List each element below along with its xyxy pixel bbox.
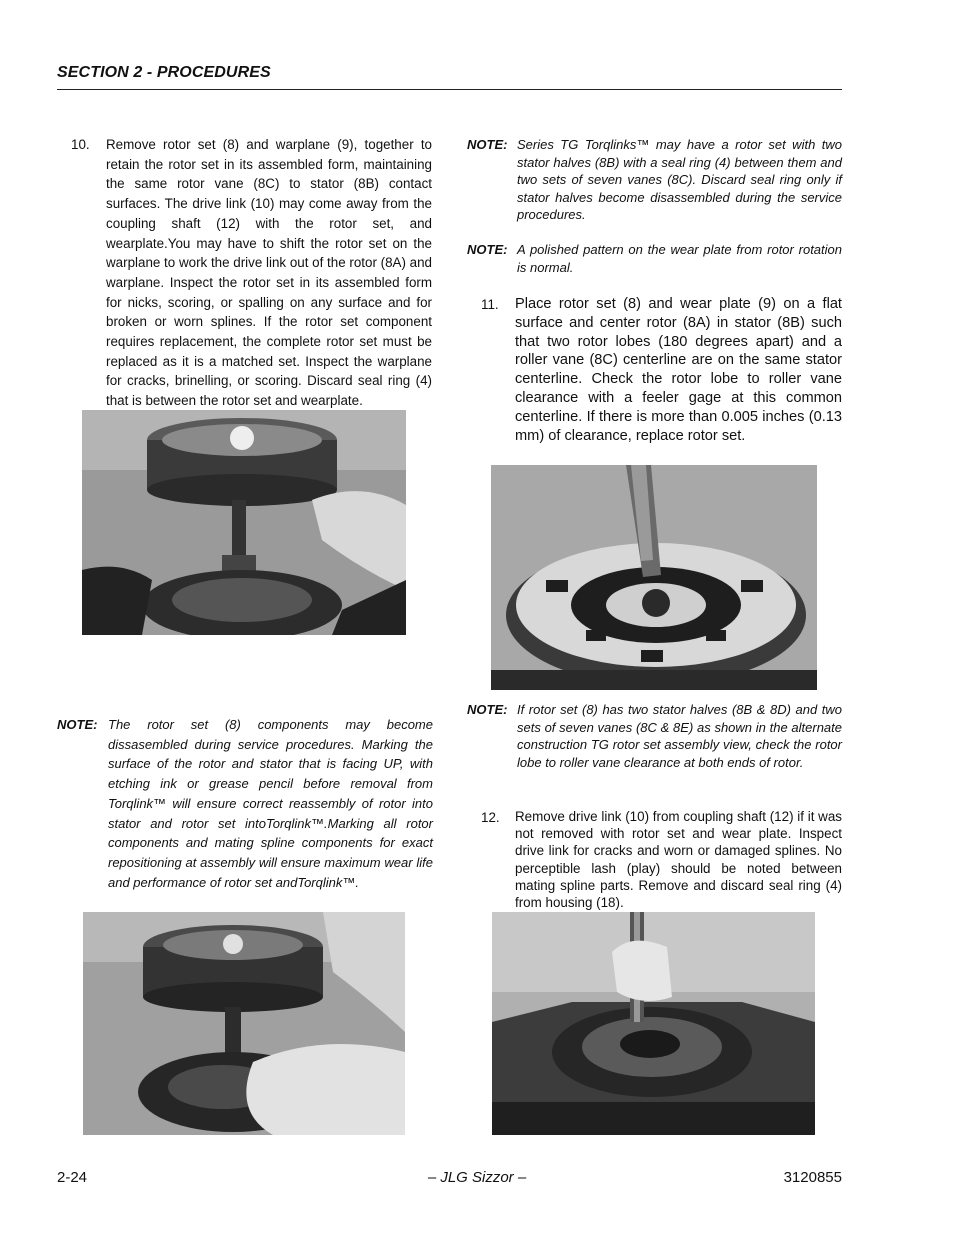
step-12-text: Remove drive link (10) from coupling shaft (12) if it was not removed with rotor set and wear plate. Inspect drive link for cracks and worn or damaged splines. No perceptible lash (play) should be noted between mating spline parts. Remove and discard seal ring (4) from housing (18). bbox=[515, 809, 842, 911]
page-number: 2-24 bbox=[57, 1169, 88, 1186]
note-label-right-2: NOTE: bbox=[467, 242, 508, 257]
rotor-remove-photo bbox=[83, 912, 405, 1135]
note-label-left: NOTE: bbox=[57, 717, 98, 732]
header-rule bbox=[57, 89, 842, 90]
footer-title: – JLG Sizzor – bbox=[427, 1169, 527, 1186]
step-11-number: 11. bbox=[481, 297, 499, 312]
feeler-gage-photo bbox=[491, 465, 817, 690]
step-11-text: Place rotor set (8) and wear plate (9) on a flat surface and center rotor (8A) in stator (8B) such that two rotor lobes (180 degrees apart) and a roller vane (8C) centerline are on the same stator centerline. Check the rotor lobe to roller vane clearance with a feeler gage at this common centerline. If there is more than 0.005 inches (0.13 mm) of clearance, replace rotor set. bbox=[515, 296, 842, 444]
step-10-number: 10. bbox=[71, 137, 90, 152]
step-12-number: 12. bbox=[481, 810, 500, 825]
step-10-text: Remove rotor set (8) and warplane (9), together to retain the rotor set in its assembled form, maintaining the same rotor vane (8C) to stator (8B) contact surfaces. The drive link (10) may come away from the coupling shaft (12) with the rotor set, and wearplate.You may have to shift the rotor set on the warplane to work the drive link out of the rotor (8A) and warplane. Inspect the rotor set in its assembled form for nicks, scoring, or spalling on any surface and for broken or worn splines. If the rotor set component requires replacement, the complete rotor set must be replaced as it is a matched set. Inspect the warplane for cracks, brinelling, or scoring. Discard seal ring (4) that is between the rotor set and wearplate. bbox=[106, 137, 433, 409]
note-text-left: The rotor set (8) components may become dissasembled during service procedures. Marking the surface of the rotor and stator that is facing UP, with etching ink or grease pencil before removal from Torqlink™ will ensure correct reassembly of rotor into stator and rotor set intoTorqlink™.Marking all rotor components and mating spline components for exact repositioning at assembly will ensure maximum wear life and performance of rotor set andTorqlink™. bbox=[108, 717, 433, 890]
note-text-right-3: If rotor set (8) has two stator halves (8B & 8D) and two sets of seven vanes (8C & 8E) as shown in the alternate construction TG rotor set assembly view, check the rotor lobe to roller vane clearance at both ends of rotor. bbox=[517, 702, 842, 770]
note-text-right-2: A polished pattern on the wear plate from rotor rotation is normal. bbox=[517, 242, 842, 275]
rotor-lift-photo bbox=[82, 410, 406, 635]
drive-link-photo bbox=[492, 912, 815, 1135]
note-label-right-1: NOTE: bbox=[467, 137, 508, 152]
section-title: SECTION 2 - PROCEDURES bbox=[57, 64, 271, 81]
note-text-right-1: Series TG Torqlinks™ may have a rotor set with two stator halves (8B) with a seal ring (4) between them and two sets of seven vanes (8C). Discard seal ring only if stator halves become disassembled during the service procedures. bbox=[517, 137, 842, 222]
document-number: 3120855 bbox=[783, 1169, 842, 1186]
note-label-right-3: NOTE: bbox=[467, 702, 508, 717]
